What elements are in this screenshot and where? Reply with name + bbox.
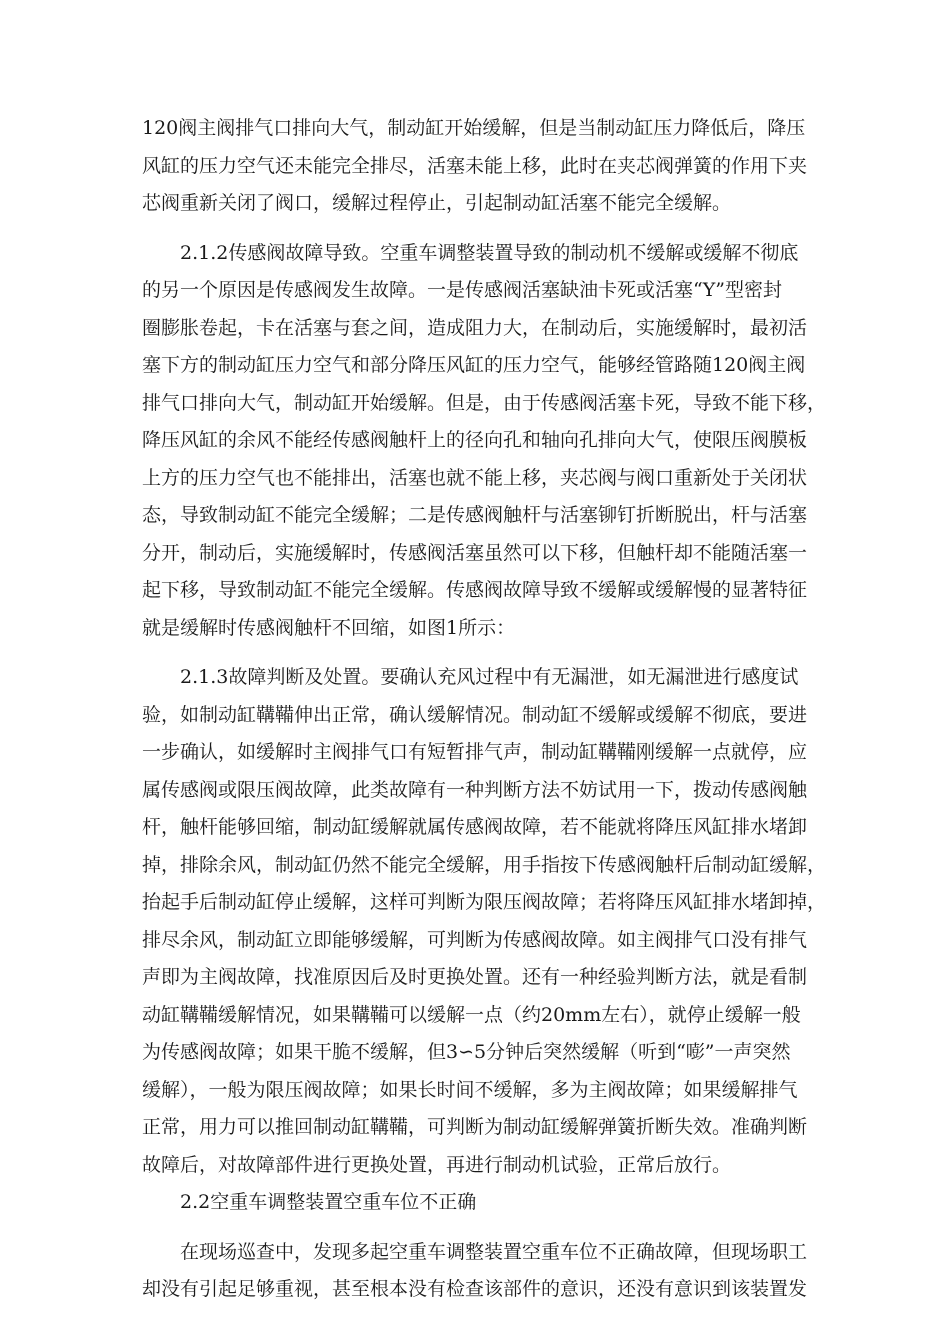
paragraph-2: 2.1.2传感阀故障导致。空重车调整装置导致的制动机不缓解或缓解不彻底 的另一个原因是传感阀发生故障。一是传感阀活塞缺油卡死或活塞“Y”型密封 圈膨胀卷起，卡在活塞与套之间，造成阻力大，在制动后，实施缓解时，最初活 塞下方的制动缸压力空气和部分降压风缸的压力空气，能够经管路随120阀主阀 排气口排向大气，制动缸开始缓解。但是，由于传感阀活塞卡死，导致不能下移， 降压风缸的余风不能经传感阀触杆上的径向孔和轴向孔排向大气，使限压阀膜板 上方的压力空气也不能排出，活塞也就不能上移，夹芯阀与阀口重新处于关闭状 态，导致制动缸不能完全缓解；二是传感阀触杆与活塞铆钉折断脱出，杆与活塞 分开，制动后，实施缓解时，传感阀活塞虽然可以下移，但触杆却不能随活塞一 起下移，导致制动缸不能完全缓解。传感阀故障导致不缓解或缓解慢的显著特征 就是缓解时传感阀触杆不回缩，如图1所示： (142, 241, 827, 639)
paragraph-3: 2.1.3故障判断及处置。要确认充风过程中有无漏泄，如无漏泄进行感度试 验，如制动缸鞲鞴伸出正常，确认缓解情况。制动缸不缓解或缓解不彻底，要进 一步确认，如缓解时主阀排气口有短暂排气声，制动缸鞲鞴刚缓解一点就停，应 属传感阀或限压阀故障，此类故障有一种判断方法不妨试用一下，拨动传感阀触 杆，触杆能够回缩，制动缸缓解就属传感阀故障，若不能就将降压风缸排水堵卸 掉，排除余风，制动缸仍然不能完全缓解，用手指按下传感阀触杆后制动缸缓解， 抬起手后制动缸停止缓解，这样可判断为限压阀故障；若将降压风缸排水堵卸掉， 排尽余风，制动缸立即能够缓解，可判断为传感阀故障。如主阀排气口没有排气 声即为主阀故障，找准原因后及时更换处置。还有一种经验判断方法，就是看制 动缸鞲鞴缓解情况，如果鞲鞴可以缓解一点（约20mm左右），就停止缓解一般 为传感阀故障；如果干脆不缓解，但3∽5分钟后突然缓解（听到“嘭”一声突然 缓解），一般为限压阀故障；如果长时间不缓解，多为主阀故障；如果缓解排气 正常，用力可以推回制动缸鞲鞴，可判断为制动缸缓解弹簧折断失效。准确判断 故障后，对故障部件进行更换处置，再进行制动机试验，正常后放行。 (142, 666, 827, 1176)
paragraph-4: 在现场巡查中，发现多起空重车调整装置空重车位不正确故障，但现场职工 却没有引起足够重视，甚至根本没有检查该部件的意识，还没有意识到该装置发 (142, 1240, 808, 1300)
section-heading: 2.2空重车调整装置空重车位不正确 (180, 1191, 477, 1213)
paragraph-1: 120阀主阀排气口排向大气，制动缸开始缓解，但是当制动缸压力降低后，降压 风缸的压力空气还未能完全排尽，活塞未能上移，此时在夹芯阀弹簧的作用下夹 芯阀重新关闭了阀口，缓解过程停止，引起制动缸活塞不能完全缓解。 (142, 117, 808, 214)
document-page (142, 110, 830, 1309)
